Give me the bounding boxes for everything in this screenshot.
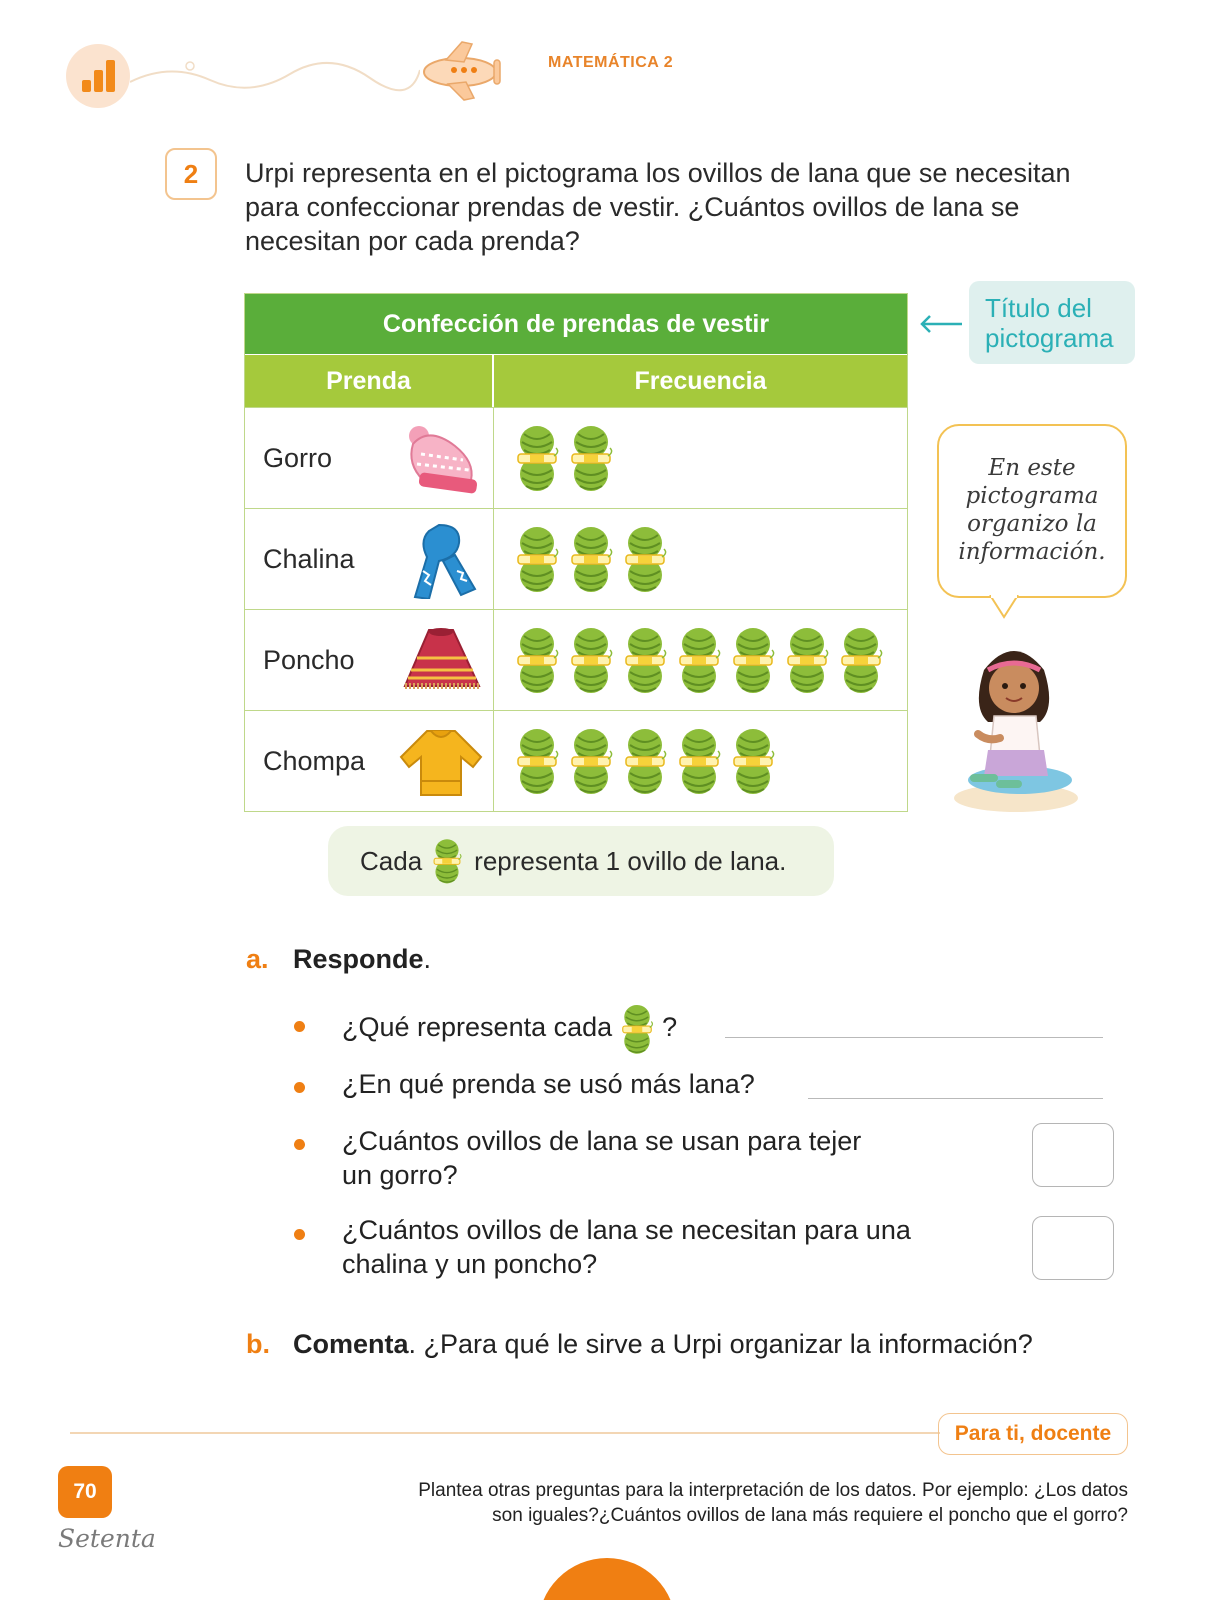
teacher-note-line1: Plantea otras preguntas para la interpretación de los datos. Por ejemplo: ¿Los datos [418,1480,1128,1501]
question-1 [342,1002,677,1056]
question-4 [342,1213,911,1281]
decorative-circle [538,1558,676,1600]
table-row [245,710,907,811]
bullet-icon [294,1021,305,1032]
row-label: Chompa [263,745,366,776]
yarn-icon [566,523,616,595]
yarn-icon [566,624,616,696]
bullet-icon [294,1229,305,1240]
sweater-icon [399,723,483,801]
row-yarn-icons [494,711,907,811]
teacher-note [240,1478,1128,1528]
table-row [245,508,907,609]
section-a-heading: Responde. [293,944,432,974]
row-yarn-icons [494,509,907,609]
header-prenda: Prenda [245,355,494,407]
question-2: ¿En qué prenda se usó más lana? [342,1069,755,1099]
airplane-icon [410,38,510,104]
section-b-letter: b. [246,1329,270,1359]
pictogram-table [244,293,908,812]
question-1-text: ¿Qué representa cada [342,1012,613,1043]
decorative-swirl-line [130,52,420,92]
title-callout: Título del pictograma [969,281,1135,364]
row-label: Chalina [263,543,355,574]
table-row [245,609,907,710]
yarn-icon [566,422,616,494]
row-yarn-icons [494,408,907,508]
question-4-line1: ¿Cuántos ovillos de lana se necesitan para una [342,1215,911,1245]
speech-bubble: En este pictograma organizo la información. [937,424,1127,598]
answer-box-2[interactable] [1032,1216,1114,1280]
answer-box-1[interactable] [1032,1123,1114,1187]
yarn-icon [620,725,670,797]
header-frecuencia: Frecuencia [634,366,767,395]
key-text-after: representa 1 ovillo de lana. [474,845,787,876]
bullet-icon [294,1082,305,1093]
hat-icon [399,420,483,498]
chart-logo-icon [66,44,130,108]
question-1-mark: ? [662,1012,678,1043]
section-b-label: Comenta [293,1329,409,1359]
yarn-icon [430,835,464,887]
section-b-question: ¿Para qué le sirve a Urpi organizar la información? [423,1329,1033,1359]
speech-bubble-tail [988,595,1022,619]
yarn-icon [512,725,562,797]
page-number-word: Setenta [58,1524,156,1553]
yarn-icon [782,624,832,696]
section-a-label: Responde [293,944,424,974]
teacher-note-line2: son iguales?¿Cuántos ovillos de lana más requiere el poncho que el gorro? [492,1505,1128,1526]
row-label: Gorro [263,442,333,473]
page-number: 70 [58,1466,112,1518]
section-a-letter: a. [246,944,269,974]
arrow-left-icon [918,314,964,334]
problem-number: 2 [165,148,217,200]
teacher-note-tag: Para ti, docente [938,1413,1128,1455]
bullet-icon [294,1139,305,1150]
poncho-icon [399,622,483,700]
row-yarn-icons [494,610,907,710]
table-row [245,407,907,508]
question-3-line1: ¿Cuántos ovillos de lana se usan para tejer [342,1126,862,1156]
section-b-heading: Comenta. ¿Para qué le sirve a Urpi organizar la información? [293,1329,1033,1359]
footer-divider [70,1432,940,1434]
yarn-icon [674,725,724,797]
yarn-icon [512,624,562,696]
pictogram-key [328,826,834,896]
question-4-line2: chalina y un poncho? [342,1249,598,1279]
yarn-icon [566,725,616,797]
yarn-icon [674,624,724,696]
subject-title: MATEMÁTICA 2 [548,54,674,71]
row-label: Poncho [263,644,355,675]
yarn-icon [728,624,778,696]
yarn-icon [620,523,670,595]
yarn-icon [620,624,670,696]
yarn-icon [618,1002,656,1056]
answer-line-2[interactable] [808,1098,1103,1099]
yarn-icon [728,725,778,797]
key-text-before: Cada [360,845,423,876]
girl-illustration [944,638,1084,814]
yarn-icon [836,624,886,696]
problem-statement: Urpi representa en el pictograma los ovillos de lana que se necesitan para confeccionar prendas de vestir. ¿Cuántos ovillos de lana se necesitan por cada prenda? [245,158,1071,256]
yarn-icon [512,523,562,595]
question-3-line2: un gorro? [342,1160,458,1190]
answer-line-1[interactable] [725,1037,1103,1038]
pictogram-header-row [245,354,907,407]
pictogram-title: Confección de prendas de vestir [245,294,907,354]
yarn-icon [512,422,562,494]
scarf-icon [399,521,483,599]
question-3 [342,1124,861,1192]
